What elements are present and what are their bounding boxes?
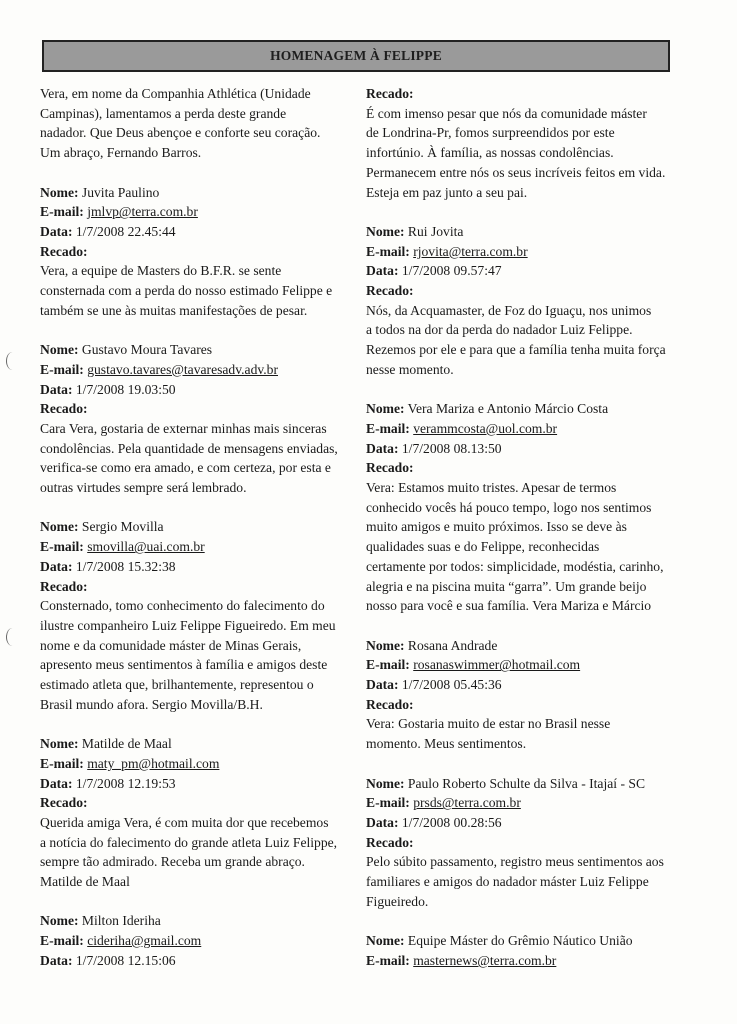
- email-field: [366, 655, 678, 675]
- nome-value: Sergio Movilla: [81, 519, 164, 535]
- message-line: nome e da comunidade máster de Minas Gerais,: [40, 637, 302, 653]
- nome-field: [366, 399, 678, 419]
- message-entry: [40, 340, 350, 498]
- recado-label: Recado:: [366, 283, 414, 299]
- nome-label: Nome:: [366, 637, 405, 653]
- message-line: familiares e amigos do nadador máster Luiz Felippe: [366, 874, 649, 890]
- message-line: de Londrina-Pr, fomos surpreendidos por este: [366, 125, 615, 141]
- message-line: consternada com a perda do nosso estimado Felippe e: [40, 283, 333, 299]
- message-line: também se une às muitas manifestações de pesar.: [40, 302, 308, 318]
- data-field: [40, 774, 350, 794]
- email-field: [40, 931, 350, 951]
- message-entry: [40, 183, 350, 321]
- scan-punch-mark: [6, 352, 19, 370]
- message-line: Figueiredo.: [366, 893, 429, 909]
- nome-label: Nome:: [40, 184, 79, 200]
- recado-label: Recado:: [40, 578, 88, 594]
- nome-value: Milton Ideriha: [81, 913, 161, 929]
- message-line: Vera, em nome da Companhia Athlética (Unidade: [40, 86, 311, 101]
- data-field: [366, 813, 678, 833]
- nome-label: Nome:: [40, 519, 79, 535]
- nome-label: Nome:: [366, 933, 405, 949]
- message-line: Brasil mundo afora. Sergio Movilla/B.H.: [40, 696, 263, 712]
- message-line: estimado atleta que, brilhantemente, representou o: [40, 677, 314, 693]
- data-field: [40, 380, 350, 400]
- scan-punch-mark: [6, 628, 19, 646]
- nome-value: Matilde de Maal: [81, 736, 172, 752]
- message-line: ilustre companheiro Luiz Felippe Figueiredo. Em meu: [40, 617, 336, 633]
- recado-label: Recado:: [366, 834, 414, 850]
- message-line: muito amigos e muito próximos. Isso se deve às: [366, 519, 627, 535]
- recado-label: Recado:: [366, 460, 414, 476]
- left-column: [40, 84, 350, 990]
- message-entry: [366, 222, 678, 380]
- nome-value: Rui Jovita: [407, 223, 464, 239]
- data-label: Data:: [40, 775, 73, 791]
- data-field: [40, 557, 350, 577]
- message-line: nesse momento.: [366, 361, 454, 377]
- nome-value: Juvita Paulino: [81, 184, 160, 200]
- message-entry: [40, 911, 350, 970]
- nome-label: Nome:: [366, 401, 405, 417]
- message-line: Nós, da Acquamaster, de Foz do Iguaçu, nos unimos: [366, 302, 652, 318]
- nome-value: Gustavo Moura Tavares: [81, 342, 213, 358]
- message-line: Cara Vera, gostaria de externar minhas mais sinceras: [40, 420, 327, 436]
- data-field: [40, 222, 350, 242]
- email-field: [40, 537, 350, 557]
- message-line: outras virtudes sempre será lembrado.: [40, 480, 247, 496]
- message-line: sempre tão admirado. Receba um grande abraço.: [40, 854, 305, 870]
- message-entry: [40, 517, 350, 714]
- data-label: Data:: [366, 814, 399, 830]
- data-value: 1/7/2008 12.15:06: [75, 952, 176, 968]
- email-field: [366, 793, 678, 813]
- email-field: [40, 754, 350, 774]
- message-line: condolências. Pela quantidade de mensagens enviadas,: [40, 440, 338, 456]
- data-value: 1/7/2008 05.45:36: [401, 677, 502, 693]
- nome-field: [40, 183, 350, 203]
- email-field: [366, 242, 678, 262]
- nome-label: Nome:: [40, 913, 79, 929]
- message-line: apresento meus sentimentos à família e amigos deste: [40, 657, 328, 673]
- banner-title: HOMENAGEM À FELIPPE: [270, 48, 442, 63]
- data-value: 1/7/2008 08.13:50: [401, 440, 502, 456]
- email-value[interactable]: masternews@terra.com.br: [413, 952, 557, 968]
- message-line: verifica-se como era amado, e com certeza, por esta e: [40, 460, 331, 476]
- message-line: Matilde de Maal: [40, 874, 130, 890]
- data-label: Data:: [366, 263, 399, 279]
- message-line: Vera: Gostaria muito de estar no Brasil nesse: [366, 716, 611, 732]
- message-line: nosso para você e sua família. Vera Mariza e Márcio: [366, 598, 652, 614]
- nome-label: Nome:: [366, 223, 405, 239]
- recado-label: Recado:: [40, 401, 88, 417]
- data-value: 1/7/2008 22.45:44: [75, 223, 176, 239]
- intro-message: [40, 84, 350, 163]
- message-line: Campinas), lamentamos a perda deste grande: [40, 105, 287, 121]
- message-entry: [366, 774, 678, 912]
- email-label: E-mail:: [40, 204, 84, 220]
- message-line: Pelo súbito passamento, registro meus sentimentos aos: [366, 854, 664, 870]
- message-line: a todos na dor da perda do nadador Luiz Felippe.: [366, 322, 633, 338]
- nome-field: [366, 222, 678, 242]
- data-value: 1/7/2008 19.03:50: [75, 381, 176, 397]
- message-line: Um abraço, Fernando Barros.: [40, 145, 202, 161]
- email-value[interactable]: jmlvp@terra.com.br: [87, 204, 198, 220]
- recado-label: Recado:: [40, 795, 88, 811]
- data-label: Data:: [40, 223, 73, 239]
- recado-label: Recado:: [40, 243, 88, 259]
- message-line: Consternado, tomo conhecimento do falecimento do: [40, 598, 325, 614]
- email-label: E-mail:: [40, 361, 84, 377]
- email-value[interactable]: prsds@terra.com.br: [413, 795, 521, 811]
- data-label: Data:: [40, 558, 73, 574]
- email-field: [366, 951, 678, 971]
- email-label: E-mail:: [40, 539, 84, 555]
- email-label: E-mail:: [366, 420, 410, 436]
- email-value[interactable]: rosanaswimmer@hotmail.com: [413, 657, 581, 673]
- email-label: E-mail:: [40, 933, 84, 949]
- data-value: 1/7/2008 09.57:47: [401, 263, 502, 279]
- message-line: Querida amiga Vera, é com muita dor que recebemos: [40, 814, 329, 830]
- email-label: E-mail:: [366, 952, 410, 968]
- data-value: 1/7/2008 15.32:38: [75, 558, 176, 574]
- nome-field: [366, 774, 678, 794]
- message-line: nadador. Que Deus abençoe e conforte seu coração.: [40, 125, 321, 141]
- data-field: [366, 439, 678, 459]
- data-field: [40, 951, 350, 971]
- message-line: a notícia do falecimento do grande atleta Luiz Felippe,: [40, 834, 338, 850]
- message-line: Vera: Estamos muito tristes. Apesar de termos: [366, 480, 617, 496]
- message-line: qualidades suas e do Felippe, reconhecidas: [366, 539, 600, 555]
- nome-field: [40, 340, 350, 360]
- nome-label: Nome:: [40, 342, 79, 358]
- email-label: E-mail:: [40, 755, 84, 771]
- recado-label: Recado:: [366, 696, 414, 712]
- nome-label: Nome:: [40, 736, 79, 752]
- message-line: Rezemos por ele e para que a família tenha muita força: [366, 342, 666, 358]
- nome-field: [40, 734, 350, 754]
- message-line: momento. Meus sentimentos.: [366, 736, 527, 752]
- message-line: alegria e na piscina muita “garra”. Um grande beijo: [366, 578, 647, 594]
- email-value[interactable]: gustavo.tavares@tavaresadv.adv.br: [87, 361, 278, 377]
- data-value: 1/7/2008 12.19:53: [75, 775, 176, 791]
- message-entry: [40, 734, 350, 892]
- message-line: Esteja em paz junto a seu pai.: [366, 184, 528, 200]
- page-banner: [42, 40, 670, 72]
- message-entry: [366, 636, 678, 754]
- message-line: Vera, a equipe de Masters do B.F.R. se sente: [40, 263, 282, 279]
- nome-field: [366, 931, 678, 951]
- right-column: [366, 84, 678, 990]
- email-value[interactable]: rjovita@terra.com.br: [413, 243, 528, 259]
- message-line: Permanecem entre nós os seus incríveis feitos em vida.: [366, 164, 666, 180]
- email-value[interactable]: smovilla@uai.com.br: [87, 539, 205, 555]
- email-label: E-mail:: [366, 795, 410, 811]
- message-line: infortúnio. À família, as nossas condolências.: [366, 145, 614, 161]
- data-field: [366, 261, 678, 281]
- nome-value: Equipe Máster do Grêmio Náutico União: [407, 933, 633, 949]
- message-line: É com imenso pesar que nós da comunidade máster: [366, 105, 647, 121]
- email-field: [40, 360, 350, 380]
- message-line: certamente por todos: simplicidade, modéstia, carinho,: [366, 558, 664, 574]
- data-value: 1/7/2008 00.28:56: [401, 814, 502, 830]
- data-label: Data:: [366, 677, 399, 693]
- nome-value: Rosana Andrade: [407, 637, 498, 653]
- email-value[interactable]: maty_pm@hotmail.com: [87, 755, 220, 771]
- message-entry: [366, 931, 678, 970]
- nome-value: Paulo Roberto Schulte da Silva - Itajaí - SC: [407, 775, 646, 791]
- recado-label: Recado:: [366, 86, 414, 101]
- nome-value: Vera Mariza e Antonio Márcio Costa: [407, 401, 609, 417]
- message-entry: [366, 399, 678, 616]
- email-field: [366, 419, 678, 439]
- data-label: Data:: [40, 381, 73, 397]
- nome-field: [40, 517, 350, 537]
- email-label: E-mail:: [366, 243, 410, 259]
- data-label: Data:: [40, 952, 73, 968]
- data-label: Data:: [366, 440, 399, 456]
- nome-field: [40, 911, 350, 931]
- nome-field: [366, 636, 678, 656]
- email-value[interactable]: verammcosta@uol.com.br: [413, 420, 558, 436]
- continued-message: [366, 84, 678, 202]
- data-field: [366, 675, 678, 695]
- email-value[interactable]: cideriha@gmail.com: [87, 933, 202, 949]
- email-field: [40, 202, 350, 222]
- email-label: E-mail:: [366, 657, 410, 673]
- message-line: conhecido vocês há pouco tempo, logo nos sentimos: [366, 499, 652, 515]
- nome-label: Nome:: [366, 775, 405, 791]
